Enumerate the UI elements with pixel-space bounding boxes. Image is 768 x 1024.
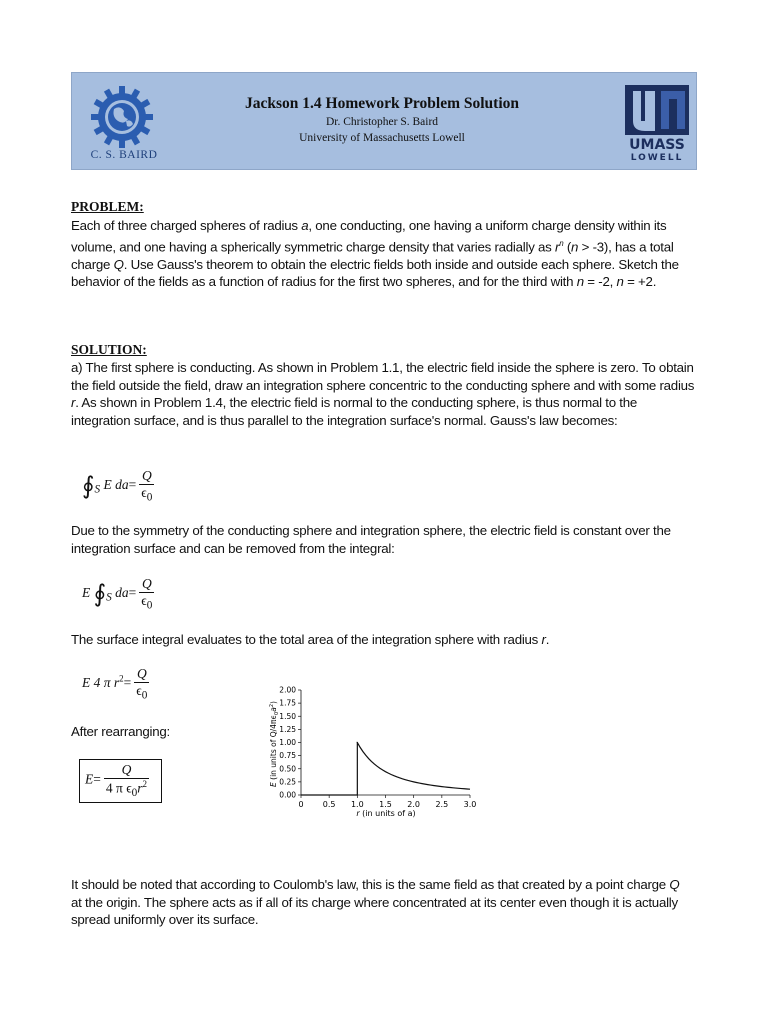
field-vs-radius-chart	[266, 682, 476, 822]
solution-paragraph-4: After rearranging:	[71, 724, 170, 739]
x-tick-label: 3.0	[463, 800, 476, 809]
y-tick-label: 1.75	[279, 698, 296, 708]
y-tick-label: 1.50	[279, 711, 296, 721]
y-tick-label: 0.75	[279, 751, 296, 761]
solution-paragraph-3: The surface integral evaluates to the total area of the integration sphere with radius r.	[71, 632, 550, 647]
solution-paragraph-2: Due to the symmetry of the conducting sphere and integration sphere, the electric field is constant over the integration surface and can be removed from the integral:	[71, 523, 671, 556]
problem-heading: PROBLEM:	[71, 199, 144, 214]
x-tick-label: 0	[298, 800, 304, 809]
equation-result: E= $\frac{Q}{4 \pi \epsilon_0r^2}$	[85, 762, 148, 800]
solution-paragraph-5: It should be noted that according to Coulomb's law, this is the same field as that created by a point charge Q at the origin. The sphere acts as if all of its charge where concentrated at its center even though it is actually spread uniformly over its surface.	[71, 877, 680, 928]
umass-text: UMASS	[629, 137, 685, 153]
y-tick-label: 1.00	[279, 738, 296, 747]
series-line	[301, 743, 470, 796]
lowell-text: LOWELL	[630, 153, 684, 163]
equation-gauss-law: $∮_S$ E da= $\frac{Q}{\epsilon_0}$	[82, 468, 153, 504]
x-tick-label: 1.5	[379, 800, 392, 809]
y-tick-label: 0.50	[279, 764, 296, 774]
x-tick-label: 2.0	[407, 800, 421, 809]
y-axis-label: E (in units of $Q/4\pi\epsilon_0a^2$)	[269, 701, 280, 787]
x-axis-label: r (in units of a)	[356, 809, 416, 818]
y-tick-label: 0.00	[279, 790, 296, 800]
page-title: Jackson 1.4 Homework Problem Solution	[245, 95, 519, 112]
umass-lowell-logo	[625, 85, 689, 163]
logo-caption: C. S. BAIRD	[90, 149, 158, 161]
header-banner	[71, 72, 697, 170]
y-tick-label: 1.25	[279, 724, 296, 734]
gear-globe-icon	[82, 81, 168, 157]
university-name: University of Massachusetts Lowell	[299, 132, 465, 144]
author-name: Dr. Christopher S. Baird	[325, 116, 439, 128]
chart-svg	[266, 682, 476, 822]
x-tick-label: 2.5	[435, 800, 449, 809]
equation-field-outside-integral: E $∮_S$ da= $\frac{Q}{\epsilon_0}$	[82, 576, 153, 612]
x-tick-label: 0.5	[322, 800, 336, 809]
x-tick-label: 1.0	[350, 800, 364, 809]
y-tick-label: 0.25	[279, 777, 296, 787]
equation-surface-area: E 4 π $r^2=$ $\frac{Q}{\epsilon_0}$	[82, 666, 148, 702]
problem-text: Each of three charged spheres of radius a, one conducting, one having a uniform charge density within its volume, and one having a spherically symmetric charge density that varies radially as $r^n$ (n > -3), has a total charge Q. Use Gauss's theorem to obtain the electric fields both inside and outside each sphere. Sketch the behavior of the fields as a function of radius for the first two spheres, and for the third with n = -2, n = +2.	[71, 218, 679, 290]
solution-paragraph-1: a) The first sphere is conducting. As shown in Problem 1.1, the electric field inside the sphere is zero. To obtain the field outside the field, draw an integration sphere concentric to the conducting sphere and with some radius r. As shown in Problem 1.4, the electric field is normal to the conducting sphere, is thus normal to the integration surface, and is thus parallel to the integration surface's normal. Gauss's law becomes:	[71, 360, 695, 428]
y-tick-label: 2.00	[279, 685, 296, 695]
solution-heading: SOLUTION:	[71, 342, 147, 357]
